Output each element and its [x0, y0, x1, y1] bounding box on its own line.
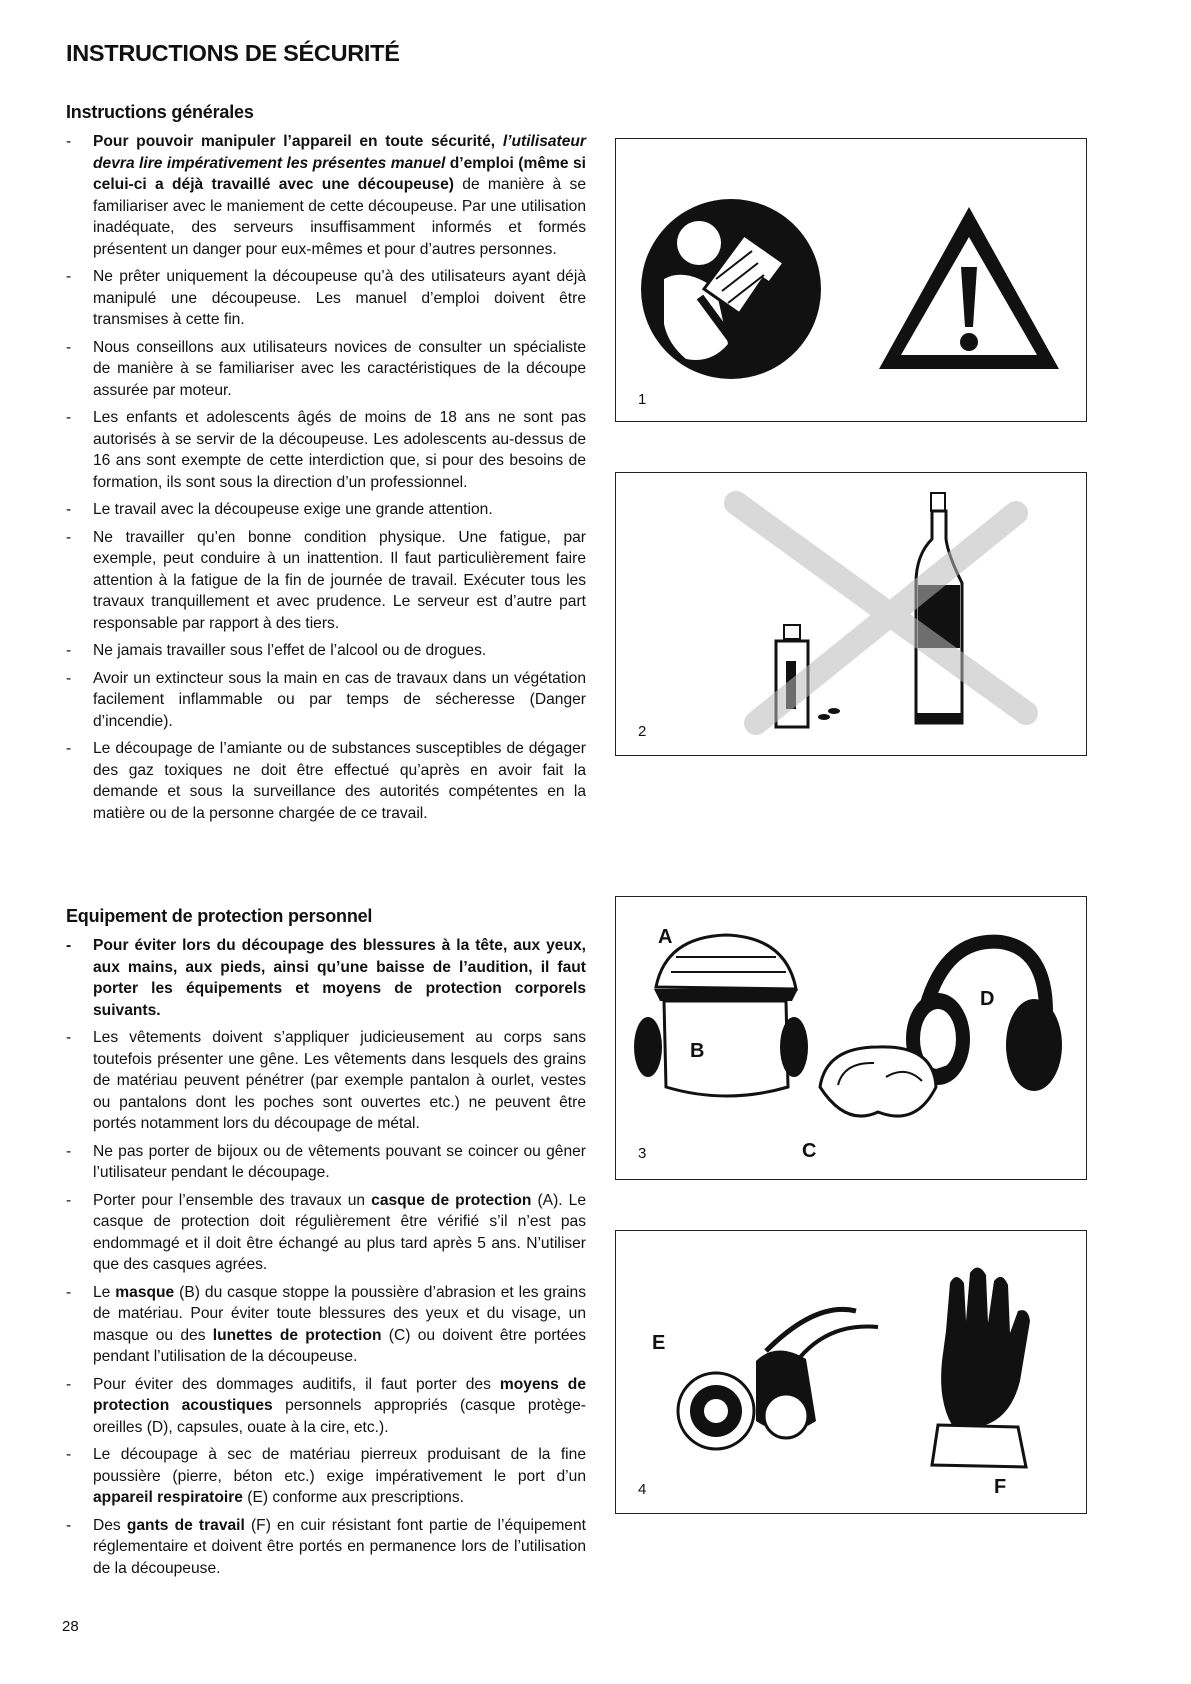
list-item: - Pour éviter des dommages auditifs, il faut porter des moyens de protection acoustiques personnels appropriés (casque protège-oreilles (D), capsules, ouate à la cire, etc.). [66, 1374, 586, 1439]
ppe-section [66, 906, 586, 1585]
list-item: - Nous conseillons aux utilisateurs novices de consulter un spécialiste de manière à se familiariser avec les caractéristiques de la découpe assurée par moteur. [66, 337, 586, 402]
figure-1-read-manual-warning [615, 138, 1087, 422]
general-instructions-section [66, 102, 586, 830]
general-instructions-list [66, 131, 586, 824]
section-title-general: Instructions générales [66, 102, 254, 122]
ppe-list [66, 935, 586, 1579]
label-e: E [652, 1332, 666, 1354]
label-c: C [802, 1140, 817, 1162]
helmet-with-visor-icon [634, 935, 808, 1096]
label-a: A [658, 926, 673, 948]
list-item: - Des gants de travail (F) en cuir résistant font partie de l’équipement réglementaire et doivent être portés en permanence lors de l’utilisation de la découpeuse. [66, 1515, 586, 1580]
figure-number: 3 [638, 1145, 647, 1162]
list-item: - Les vêtements doivent s’appliquer judicieusement au corps sans toutefois présenter une gêne. Les vêtements dans lesquels des grains de matériau peuvent pénétrer (par exemple pantalon à ourlet, vestes ou pantalons dont les poches sont ouvertes etc.) ne peuvent être portés notamment lors du découpage de métal. [66, 1027, 586, 1135]
no-alcohol-drugs-illustration [616, 473, 1088, 757]
work-glove-icon [932, 1267, 1030, 1467]
list-item: - Le travail avec la découpeuse exige une grande attention. [66, 499, 586, 521]
figure-number: 4 [638, 1481, 647, 1498]
list-item: - Avoir un extincteur sous la main en cas de travaux dans un végétation facilement inflammable ou par temps de sécheresse (Danger d’incendie). [66, 668, 586, 733]
list-item: - Pour pouvoir manipuler l’appareil en toute sécurité, l’utilisateur devra lire impérativement les présentes manuel d’emploi (même si celui-ci a déjà travaillé avec une découpeuse) de manière à se familiariser avec le maniement de cette découpeuse. Par une utilisation inadéquate, des serveurs insuffisamment informés et formés présentent un danger pour eux-mêmes et pour d’autres personnes. [66, 131, 586, 260]
read-manual-icon [641, 199, 821, 379]
figure-4-respiratory-gloves [615, 1230, 1087, 1514]
list-item: - Le masque (B) du casque stoppe la poussière d’abrasion et les grains de matériau. Pour éviter toute blessures des yeux et du visage, un masque ou des lunettes de protection (C) ou doivent être portées pendant l’utilisation de la découpeuse. [66, 1282, 586, 1368]
list-item: - Ne pas porter de bijoux ou de vêtements pouvant se coincer ou gêner l’utilisateur pendant le découpage. [66, 1141, 586, 1184]
respirator-mask-icon [678, 1309, 878, 1449]
list-item: - Ne prêter uniquement la découpeuse qu’à des utilisateurs ayant déjà manipulé une découpeuse. Les manuel d’emploi doivent être transmises à cette fin. [66, 266, 586, 331]
prohibition-cross-icon [736, 503, 1026, 723]
page-title: INSTRUCTIONS DE SÉCURITÉ [66, 40, 400, 66]
warning-triangle-icon [879, 207, 1059, 369]
list-item: - Pour éviter lors du découpage des blessures à la tête, aux yeux, aux mains, aux pieds, ainsi qu’une baisse de l’audition, il faut porter les équipements et moyens de protection corporels suivants. [66, 935, 586, 1021]
list-item: - Porter pour l’ensemble des travaux un casque de protection (A). Le casque de protection doit régulièrement être vérifié s’il n’est pas endommagé et il doit être échangé au plus tard après 5 ans. N’utiliser que des casques agrées. [66, 1190, 586, 1276]
head-protection-illustration [616, 897, 1088, 1181]
alcohol-bottle-icon [916, 493, 962, 723]
label-b: B [690, 1040, 705, 1062]
page-number: 28 [62, 1618, 79, 1635]
section-title-ppe: Equipement de protection personnel [66, 906, 373, 926]
list-item: - Ne travailler qu’en bonne condition physique. Une fatigue, par exemple, peut conduire à un inattention. Il faut particulièrement faire attention à la fatigue de la fin de journée de travail. Exécuter tous les travaux tranquillement et avec prudence. Le serveur est d’autre part responsable par rapport à des tiers. [66, 527, 586, 635]
figure-2-no-alcohol-drugs [615, 472, 1087, 756]
label-d: D [980, 988, 995, 1010]
figure-number: 2 [638, 723, 647, 740]
list-item: - Le découpage de l’amiante ou de substances susceptibles de dégager des gaz toxiques ne doit être effectué qu’après en avoir fait la demande et sous la surveillance des autorités compétentes en la matière ou de la personne chargée de ce travail. [66, 738, 586, 824]
list-item: - Le découpage à sec de matériau pierreux produisant de la fine poussière (pierre, béton etc.) exige impérativement le port d’un appareil respiratoire (E) conforme aux prescriptions. [66, 1444, 586, 1509]
figure-number: 1 [638, 391, 647, 408]
read-manual-warning-illustration [616, 139, 1088, 423]
list-item: - Ne jamais travailler sous l’effet de l’alcool ou de drogues. [66, 640, 586, 662]
figure-3-head-protection [615, 896, 1087, 1180]
respirator-gloves-illustration [616, 1231, 1088, 1515]
label-f: F [994, 1476, 1007, 1498]
list-item: - Les enfants et adolescents âgés de moins de 18 ans ne sont pas autorisés à se servir de la découpeuse. Les adolescents au-dessus de 16 ans sont exempte de cette interdiction que, si pour des besoins de formation, ils sont sous la direction d’un professionnel. [66, 407, 586, 493]
